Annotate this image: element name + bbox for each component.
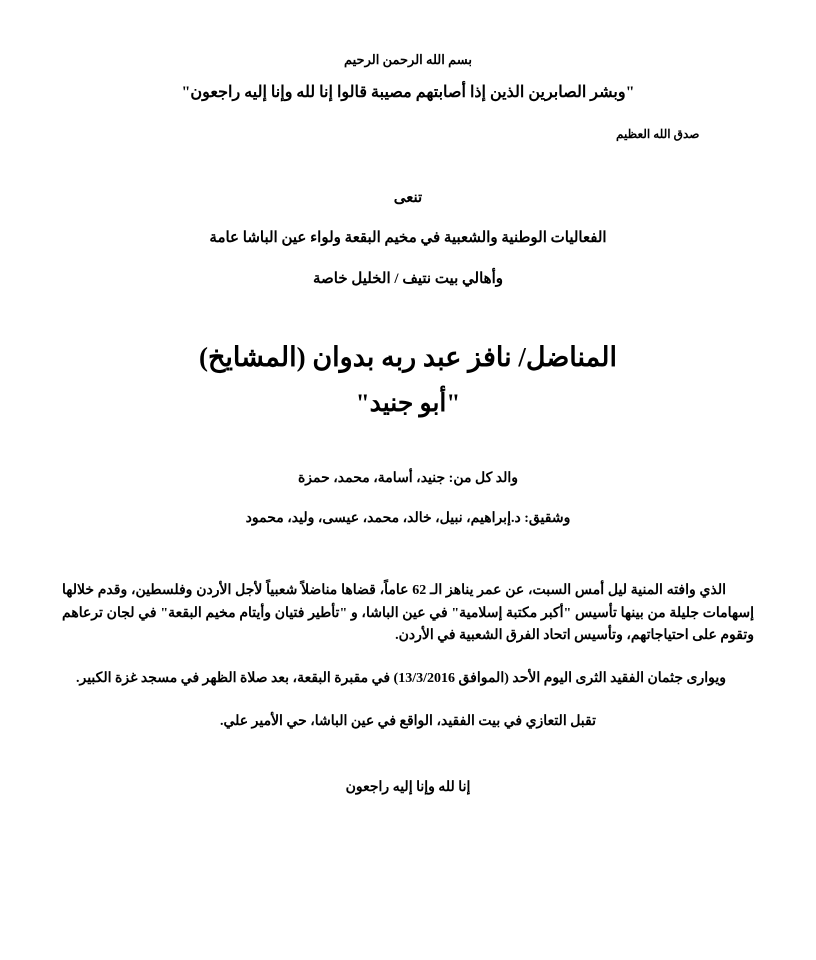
deceased-full-name: المناضل/ نافز عبد ربه بدوان (المشايخ) — [199, 341, 617, 372]
body-block — [48, 528, 768, 733]
basmala-text: بسم الله الرحمن الرحيم — [343, 52, 472, 67]
deceased-kunya: "أبو جنيد" — [355, 390, 461, 418]
quran-verse-text: "وبشر الصابرين الذين إذا أصابتهم مصيبة قالوا إنا لله وإنا إليه راجعون" — [181, 83, 635, 101]
deceased-name-block — [48, 289, 768, 420]
father-of-line: والد كل من: جنيد، أسامة، محمد، حمزة — [297, 470, 519, 486]
burial-paragraph: ويوارى جثمان الفقيد الثرى اليوم الأحد (الموافق 13/3/2016) في مقبرة البقعة، بعد صلاة الظهر في مسجد غزة الكبير. — [75, 671, 726, 687]
verse-closing-text: صدق الله العظيم — [616, 127, 700, 142]
announcer-line-secondary: وأهالي بيت نتيف / الخليل خاصة — [313, 270, 503, 287]
invocation-block — [48, 0, 768, 143]
announcement-verb: تنعى — [393, 190, 423, 207]
announcement-block — [48, 143, 768, 289]
relations-block — [48, 420, 768, 528]
announcer-line-primary: الفعاليات الوطنية والشعبية في مخيم البقعة ولواء عين الباشا عامة — [209, 230, 607, 247]
verse-closing-row — [48, 103, 768, 143]
closing-phrase: إنا لله وإنا إليه راجعون — [345, 780, 471, 796]
brother-of-line: وشقيق: د.إبراهيم، نبيل، خالد، محمد، عيسى، وليد، محمود — [245, 510, 571, 526]
biography-paragraph: الذي وافته المنية ليل أمس السبت، عن عمر يناهز الـ 62 عاماً، قضاها مناضلاً شعبياً لأجل الأردن وفلسطين، وقدم خلالها إسهامات جليلة من بينها تأسيس "أكبر مكتبة إسلامية" في عين الباشا، و "تأطير فتيان وأيتام مخيم البقعة" في لجان ترعاهم وتقوم على احتياجاتهم، وتأسيس اتحاد الفرق الشعبية في الأردن. — [62, 583, 754, 644]
condolences-paragraph: تقبل التعازي في بيت الفقيد، الواقع في عين الباشا، حي الأمير علي. — [219, 713, 597, 729]
